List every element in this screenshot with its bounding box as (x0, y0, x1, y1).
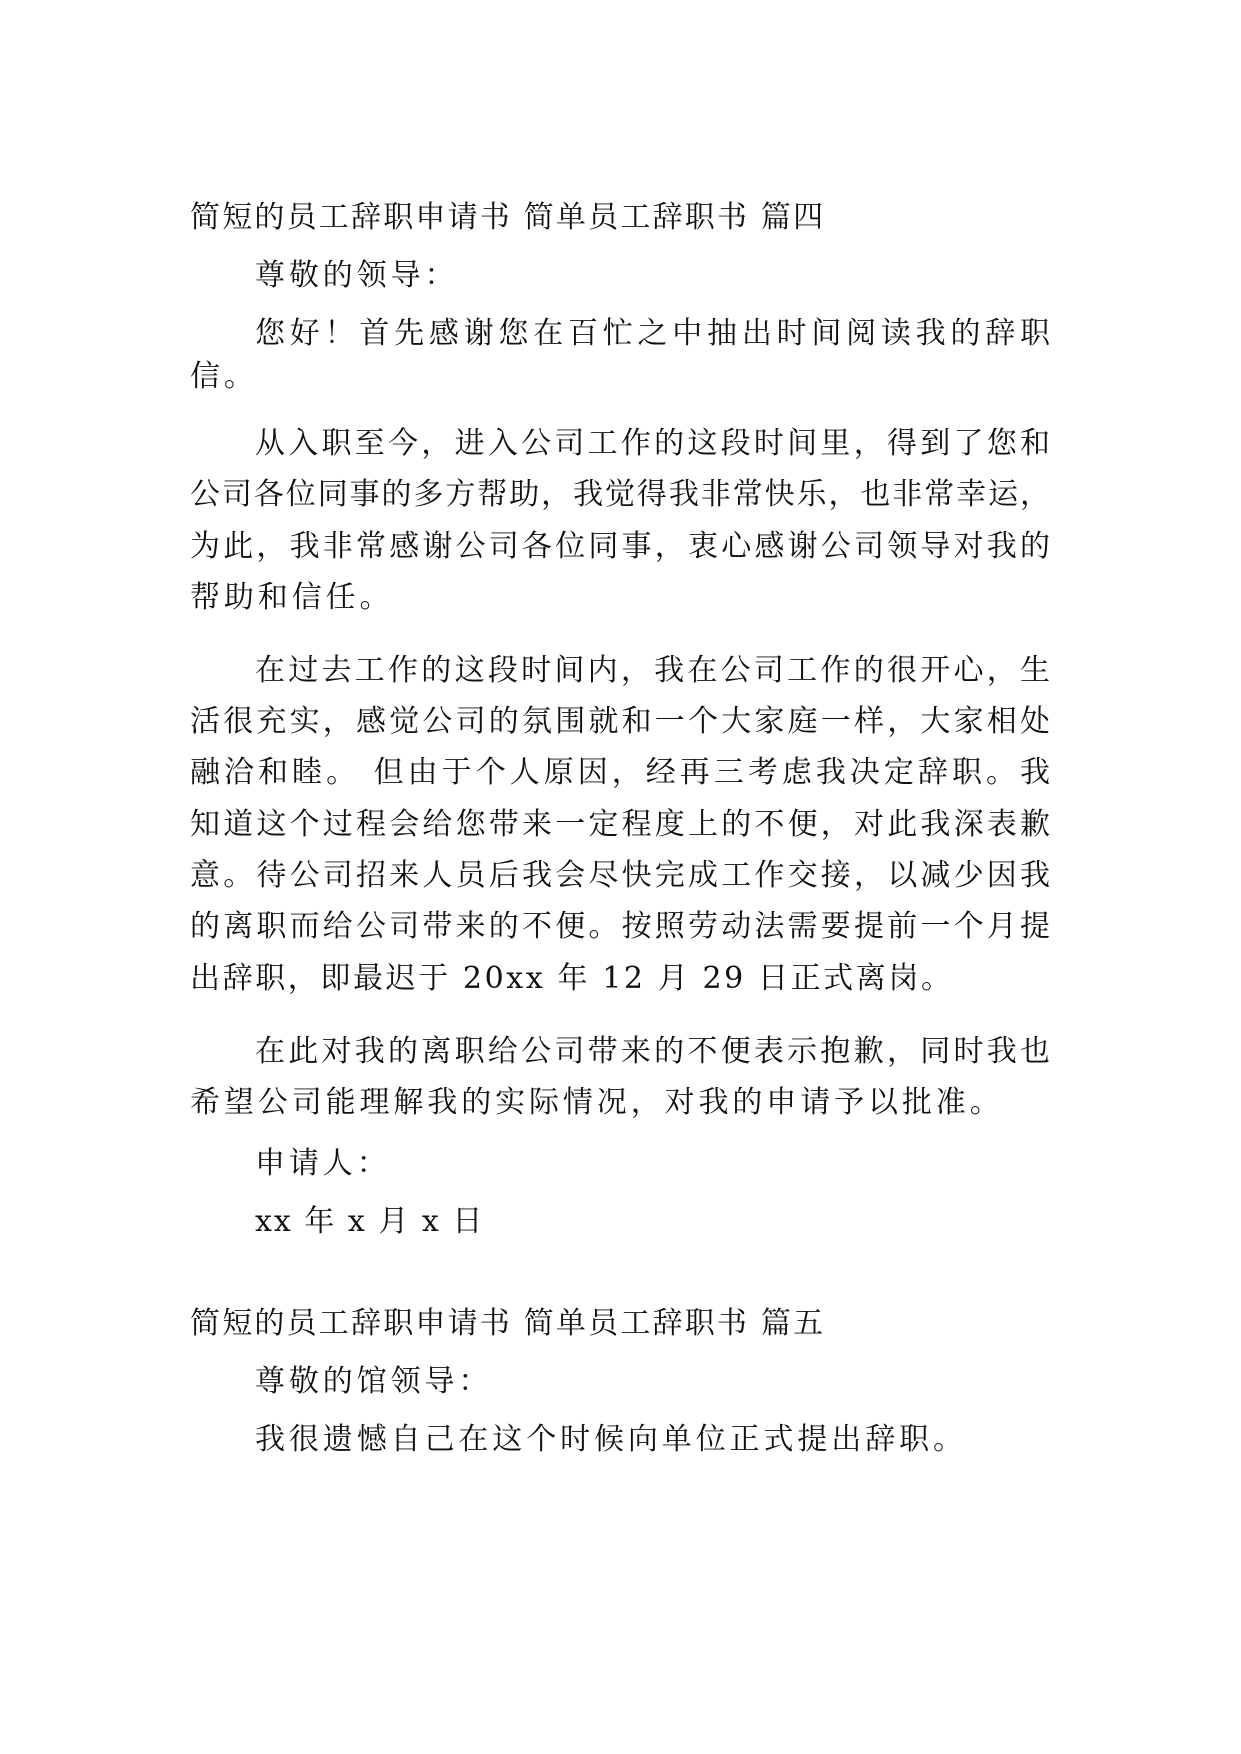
date-line: xx 年 x 月 x 日 (255, 1204, 485, 1239)
paragraph-line: 出辞职，即最迟于 20xx 年 12 月 29 日正式离岗。 (190, 961, 954, 996)
paragraph-line: 从入职至今，进入公司工作的这段时间里，得到了您和 (255, 426, 1050, 461)
paragraph-line: 融洽和睦。 但由于个人原因，经再三考虑我决定辞职。我 (190, 755, 1050, 790)
section-heading: 简短的员工辞职申请书 简单员工辞职书 篇四 (190, 200, 826, 235)
paragraph-line: 信。 (190, 359, 258, 394)
paragraph-line: 活很充实，感觉公司的氛围就和一个大家庭一样，大家相处 (190, 704, 1050, 739)
salutation: 尊敬的馆领导： (255, 1364, 493, 1399)
paragraph-line: 您好！首先感谢您在百忙之中抽出时间阅读我的辞职 (255, 316, 1050, 351)
paragraph-line: 在此对我的离职给公司带来的不便表示抱歉，同时我也 (255, 1034, 1050, 1069)
paragraph-line: 帮助和信任。 (190, 580, 394, 615)
paragraph-line: 在过去工作的这段时间内，我在公司工作的很开心，生 (255, 653, 1050, 688)
paragraph-line: 知道这个过程会给您带来一定程度上的不便，对此我深表歉 (190, 807, 1050, 842)
paragraph-line: 公司各位同事的多方帮助，我觉得我非常快乐，也非常幸运， (190, 477, 1050, 512)
paragraph-line: 我很遗憾自己在这个时候向单位正式提出辞职。 (255, 1422, 967, 1457)
applicant-label: 申请人： (255, 1146, 391, 1181)
paragraph-line: 的离职而给公司带来的不便。按照劳动法需要提前一个月提 (190, 909, 1050, 944)
paragraph-line: 意。待公司招来人员后我会尽快完成工作交接，以减少因我 (190, 858, 1050, 893)
paragraph-line: 为此，我非常感谢公司各位同事，衷心感谢公司领导对我的 (190, 529, 1050, 564)
salutation: 尊敬的领导： (255, 258, 459, 293)
section-heading: 简短的员工辞职申请书 简单员工辞职书 篇五 (190, 1306, 826, 1341)
paragraph-line: 希望公司能理解我的实际情况，对我的申请予以批准。 (190, 1085, 1004, 1120)
